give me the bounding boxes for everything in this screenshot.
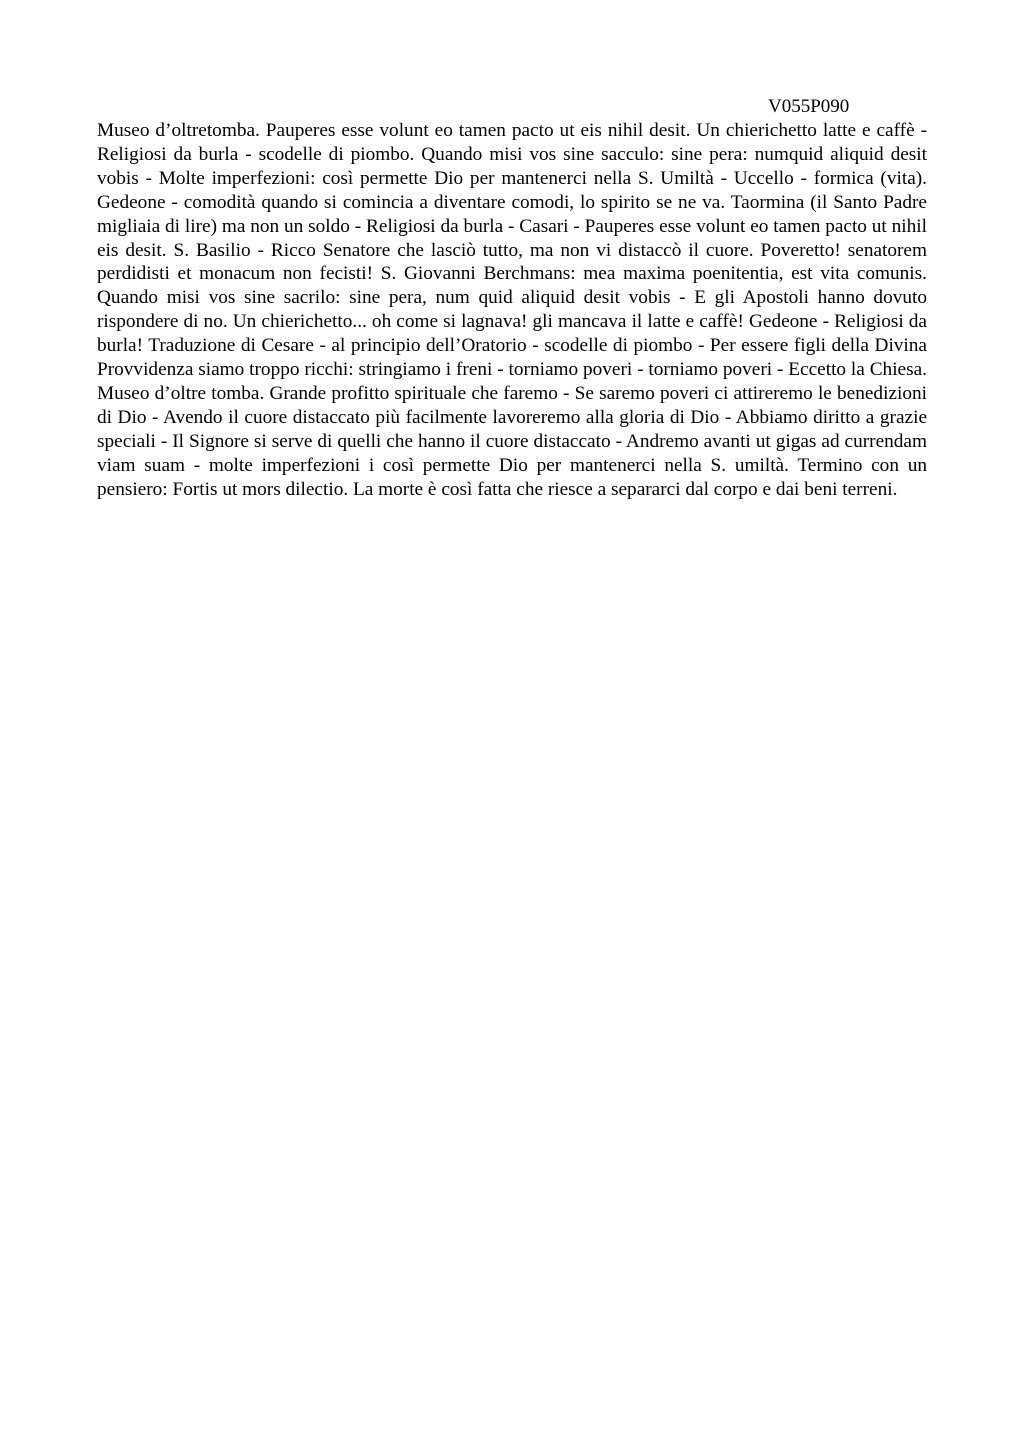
page-identifier: V055P090	[768, 96, 850, 117]
body-paragraph: Museo d’oltretomba. Pauperes esse volunt eo tamen pacto ut eis nihil desit. Un chierichetto latte e caffè - Religiosi da burla - scodelle di piombo. Quando misi vos sine sacculo: sine pera: numquid aliquid desit vobis - Molte imperfezioni: così permette Dio per mantenerci nella S. Umiltà - Uccello - formica (vita). Gedeone - comodità quando si comincia a diventare comodi, lo spirito se ne va. Taormina (il Santo Padre migliaia di lire) ma non un soldo - Religiosi da burla - Casari - Pauperes esse volunt eo tamen pacto ut nihil eis desit. S. Basilio - Ricco Senatore che lasciò tutto, ma non vi distaccò il cuore. Poveretto! senatorem perdidisti et monacum non fecisti! S. Giovanni Berchmans: mea maxima poenitentia, est vita comunis. Quando misi vos sine sacrilo: sine pera, num quid aliquid desit vobis - E gli Apostoli hanno dovuto rispondere di no. Un chierichetto... oh come si lagnava! gli mancava il latte e caffè! Gedeone - Religiosi da burla! Traduzione di Cesare - al principio dell’Oratorio - scodelle di piombo - Per essere figli della Divina Provvidenza siamo troppo ricchi: stringiamo i freni - torniamo poveri - torniamo poveri - Eccetto la Chiesa. Museo d’oltre tomba. Grande profitto spirituale che faremo - Se saremo poveri ci attireremo le benedizioni di Dio - Avendo il cuore distaccato più facilmente lavoreremo alla gloria di Dio - Abbiamo diritto a grazie speciali - Il Signore si serve di quelli che hanno il cuore distaccato - Andremo avanti ut gigas ad currendam viam suam - molte imperfezioni i così permette Dio per mantenerci nella S. umiltà. Termino con un pensiero: Fortis ut mors dilectio. La morte è così fatta che riesce a separarci dal corpo e dai beni terreni.	[97, 120, 927, 500]
